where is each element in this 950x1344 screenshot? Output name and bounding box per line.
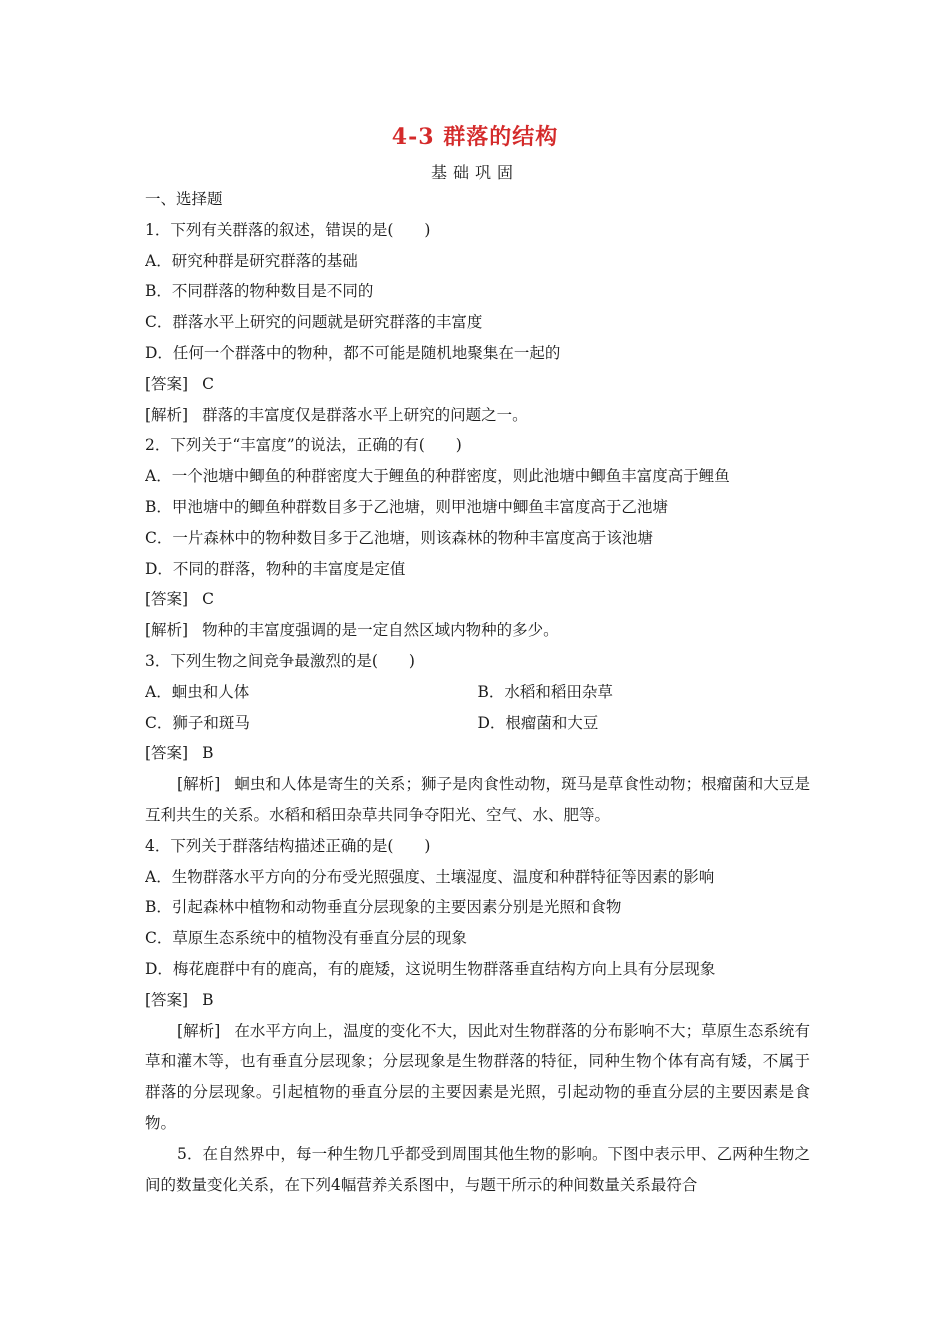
question-5-stem: 5．在自然界中，每一种生物几乎都受到周围其他生物的影响。下图中表示甲、乙两种生物之间的数量变化关系，在下列4幅营养关系图中，与题干所示的种间数量关系最符合 <box>145 1144 810 1194</box>
analysis-text: 物种的丰富度强调的是一定自然区域内物种的多少。 <box>202 621 559 640</box>
analysis-label: [解析] <box>177 1021 221 1040</box>
question-3-answer <box>145 738 810 769</box>
analysis-text: 在水平方向上，温度的变化不大，因此对生物群落的分布影响不大；草原生态系统有草和灌木等，也有垂直分层现象；分层现象是生物群落的特征，同种生物个体有高有矮，不属于群落的分层现象。引起植物的垂直分层的主要因素是光照，引起动物的垂直分层的主要因素是食物。 <box>145 1021 810 1132</box>
page-title: 4-3 群落的结构 <box>391 124 559 150</box>
question-content <box>145 184 810 1200</box>
analysis-label: [解析] <box>145 621 189 640</box>
analysis-text: 蛔虫和人体是寄生的关系；狮子是肉食性动物，斑马是草食性动物；根瘤菌和大豆是互利共生的关系。水稻和稻田杂草共同争夺阳光、空气、水、肥等。 <box>145 775 810 824</box>
analysis-label: [解析] <box>145 405 189 424</box>
question-3-option-b: B．水稻和稻田杂草 <box>477 682 613 701</box>
page-subtitle: 基础巩固 <box>430 163 519 182</box>
answer-label: [答案] <box>145 590 189 609</box>
answer-value: B <box>202 744 214 763</box>
question-4-option-a: A．生物群落水平方向的分布受光照强度、土壤湿度、温度和种群特征等因素的影响 <box>145 867 715 886</box>
analysis-text: 群落的丰富度仅是群落水平上研究的问题之一。 <box>202 405 528 424</box>
question-2-answer <box>145 584 810 615</box>
answer-value: C <box>202 590 214 609</box>
question-3-options-row-1 <box>145 677 810 708</box>
question-2-option-c: C．一片森林中的物种数目多于乙池塘，则该森林的物种丰富度高于该池塘 <box>145 528 653 547</box>
answer-value: C <box>202 374 214 393</box>
question-2-option-b: B．甲池塘中的鲫鱼种群数目多于乙池塘，则甲池塘中鲫鱼丰富度高于乙池塘 <box>145 497 668 516</box>
question-4-option-d: D．梅花鹿群中有的鹿高，有的鹿矮，这说明生物群落垂直结构方向上具有分层现象 <box>145 959 716 978</box>
question-1-answer <box>145 369 810 400</box>
question-3-stem: 3．下列生物之间竞争最激烈的是( ) <box>145 651 415 670</box>
answer-label: [答案] <box>145 374 189 393</box>
question-2-option-a: A．一个池塘中鲫鱼的种群密度大于鲤鱼的种群密度，则此池塘中鲫鱼丰富度高于鲤鱼 <box>145 467 730 486</box>
question-1-option-b: B．不同群落的物种数目是不同的 <box>145 282 374 301</box>
question-1-option-a: A．研究种群是研究群落的基础 <box>145 251 358 270</box>
question-1-analysis <box>145 400 810 431</box>
question-4-analysis <box>145 1016 810 1139</box>
analysis-label: [解析] <box>177 775 221 794</box>
question-2-analysis <box>145 615 810 646</box>
question-3-option-c: C．狮子和斑马 <box>145 713 250 732</box>
question-3-options-row-2 <box>145 708 810 739</box>
question-2-stem: 2．下列关于“丰富度”的说法，正确的有( ) <box>145 436 462 455</box>
question-3-option-d: D．根瘤菌和大豆 <box>477 713 599 732</box>
answer-label: [答案] <box>145 744 189 763</box>
question-4-answer <box>145 985 810 1016</box>
question-4-option-c: C．草原生态系统中的植物没有垂直分层的现象 <box>145 929 467 948</box>
section-heading: 一、选择题 <box>145 190 223 208</box>
answer-label: [答案] <box>145 990 189 1009</box>
question-4-stem: 4．下列关于群落结构描述正确的是( ) <box>145 836 431 855</box>
question-3-analysis <box>145 769 810 831</box>
question-1-stem: 1．下列有关群落的叙述，错误的是( ) <box>145 220 431 239</box>
question-2-option-d: D．不同的群落，物种的丰富度是定值 <box>145 559 406 578</box>
question-3-option-a: A．蛔虫和人体 <box>145 682 250 701</box>
question-1-option-c: C．群落水平上研究的问题就是研究群落的丰富度 <box>145 313 483 332</box>
question-1-option-d: D．任何一个群落中的物种，都不可能是随机地聚集在一起的 <box>145 343 561 362</box>
question-4-option-b: B．引起森林中植物和动物垂直分层现象的主要因素分别是光照和食物 <box>145 898 622 917</box>
answer-value: B <box>202 990 214 1009</box>
